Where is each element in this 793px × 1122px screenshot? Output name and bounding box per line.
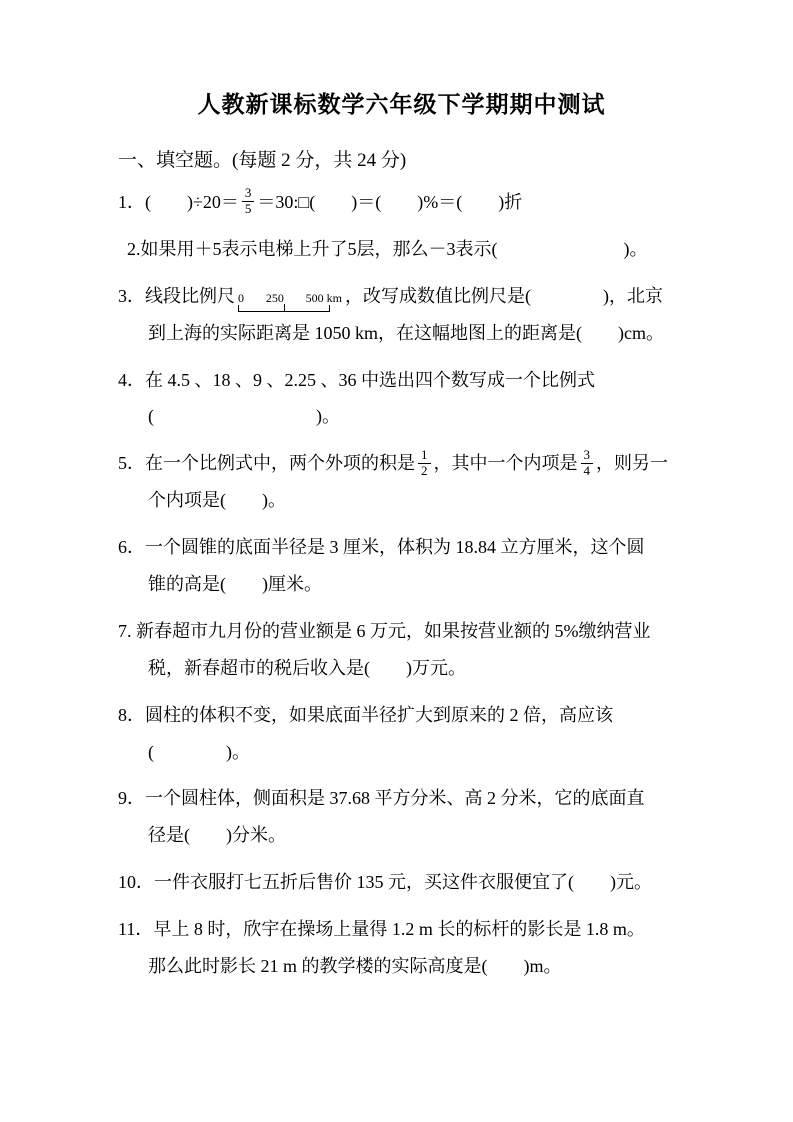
q11-line2: 那么此时影长 21 m 的教学楼的实际高度是( )m。: [148, 956, 562, 977]
fraction-three-quarters: [581, 448, 594, 479]
fraction-denominator: 4: [581, 463, 594, 479]
q9-line1: 9．一个圆柱体，侧面积是 37.68 平方分米、高 2 分米，它的底面直: [118, 788, 645, 809]
q5-text-mid: ，其中一个内项是: [433, 453, 578, 474]
scale-bar: [238, 305, 330, 312]
q5-text-pre: 5．在一个比例式中，两个外项的积是: [118, 453, 415, 474]
q1-line1: [118, 184, 685, 221]
question-9: [118, 780, 685, 854]
q5-line1: [118, 445, 685, 482]
q10-line1: 10．一件衣服打七五折后售价 135 元，买这件衣服便宜了( )元。: [118, 872, 652, 893]
question-2: [118, 231, 685, 268]
q9-line2: 径是( )分米。: [148, 825, 286, 846]
page-title: 人教新课标数学六年级下学期期中测试: [197, 92, 606, 117]
fraction-three-fifths: [242, 186, 255, 217]
q3-line2: 到上海的实际距离是 1050 km，在这幅地图上的距离是( )cm。: [148, 322, 664, 343]
q3-text-post: ，改写成数值比例尺是( )，北京: [345, 285, 663, 306]
line-scale-figure: [238, 292, 342, 312]
question-1: [118, 184, 685, 221]
q6-line2: 锥的高是( )厘米。: [148, 574, 322, 595]
q6-line1: 6．一个圆锥的底面半径是 3 厘米，体积为 18.84 立方厘米，这个圆: [118, 537, 645, 558]
q2-line1: 2.如果用＋5表示电梯上升了5层，那么－3表示( )。: [127, 238, 648, 259]
q8-line2: ( )。: [148, 741, 250, 762]
scale-label-500km: 500 km: [305, 290, 342, 305]
question-7: [118, 613, 685, 687]
q11-line1: 11．早上 8 时，欣宇在操场上量得 1.2 m 长的标杆的影长是 1.8 m。: [118, 919, 645, 940]
q3-line1: [118, 278, 685, 315]
section-header: 一、填空题。(每题 2 分，共 24 分): [118, 150, 407, 171]
q5-line2: 个内项是( )。: [148, 490, 286, 511]
scale-label-0: 0: [238, 290, 244, 305]
fraction-numerator: 3: [583, 446, 590, 462]
scale-label-250: 250: [265, 290, 284, 305]
q4-line1: 4．在 4.5 、18 、9 、2.25 、36 中选出四个数写成一个比例式: [118, 369, 595, 390]
question-11: [118, 911, 685, 985]
question-5: [118, 445, 685, 519]
question-3: [118, 278, 685, 352]
question-6: [118, 529, 685, 603]
fraction-numerator: 3: [244, 185, 252, 201]
fraction-denominator: 5: [242, 201, 255, 217]
q3-text-pre: 3．线段比例尺: [118, 285, 235, 306]
question-10: [118, 864, 685, 901]
scale-labels: [238, 292, 342, 305]
q5-text-post: ，则另一: [596, 453, 668, 474]
question-4: [118, 362, 685, 436]
question-8: [118, 697, 685, 771]
fraction-numerator: 1: [421, 446, 428, 462]
q7-line1: 7. 新春超市九月份的营业额是 6 万元，如果按营业额的 5%缴纳营业: [118, 620, 651, 641]
q1-text-pre: 1．( )÷20＝: [118, 192, 239, 212]
q8-line1: 8．圆柱的体积不变，如果底面半径扩大到原来的 2 倍，高应该: [118, 704, 613, 725]
fraction-denominator: 2: [418, 463, 431, 479]
q1-text-post: ＝30:□( )＝( )%＝( )折: [257, 192, 523, 212]
fraction-one-half: [418, 448, 431, 479]
scale-middle-tick: [284, 304, 285, 311]
q7-line2: 税，新春超市的税后收入是( )万元。: [148, 657, 466, 678]
q4-line2: ( )。: [148, 406, 340, 427]
